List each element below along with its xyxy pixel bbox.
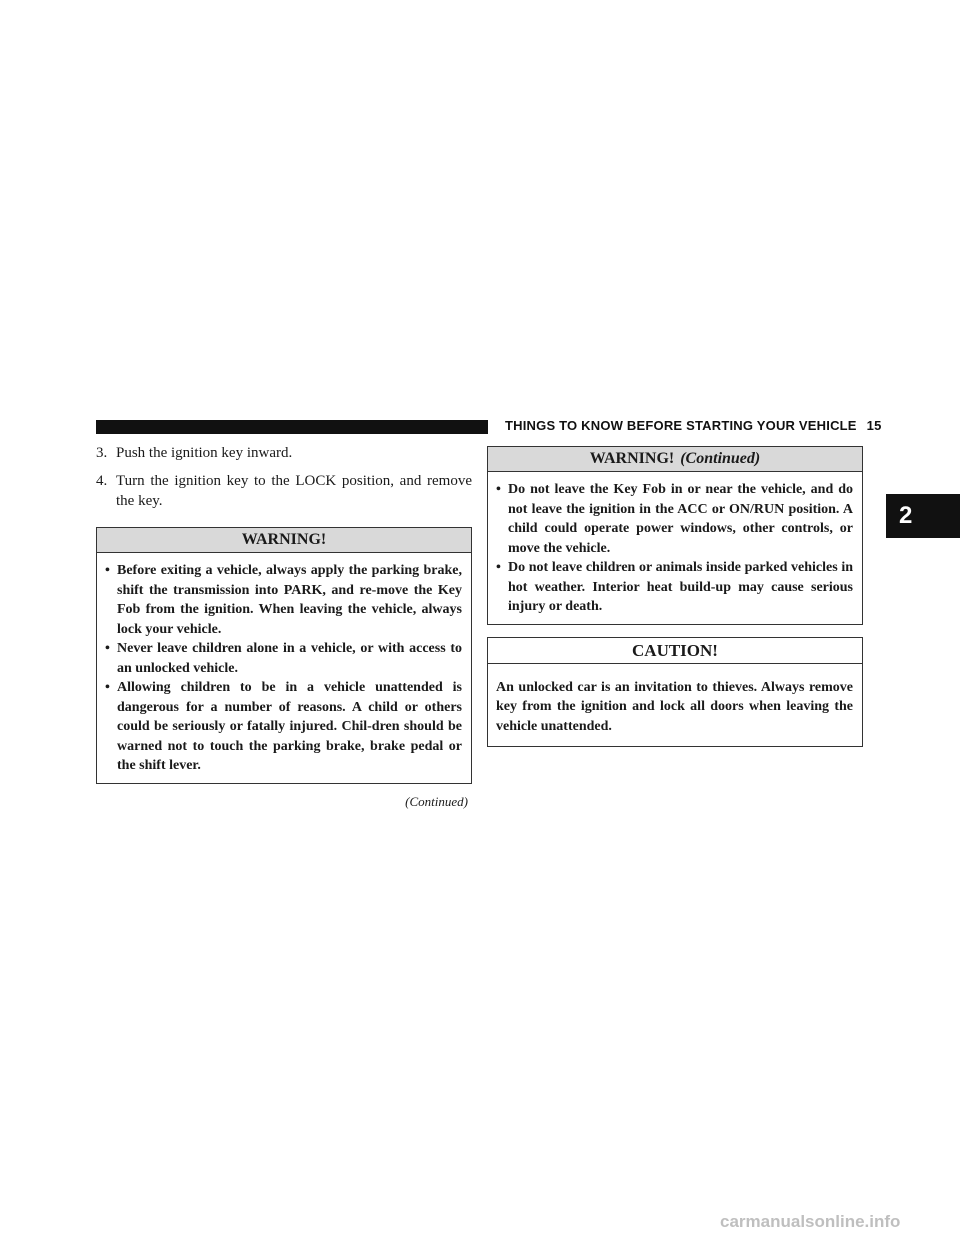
- warning-item: • Allowing children to be in a vehicle unattended is dangerous for a number of reasons. A child or others could be seriously or fatally injured. Chil-dren should be warned not to touch the parking brake, brake pedal or the shift lever.: [105, 680, 462, 773]
- step-number: 3.: [96, 445, 108, 461]
- left-column: [96, 443, 472, 810]
- running-header: [505, 418, 882, 433]
- chapter-number: 2: [899, 502, 913, 529]
- step-3: [96, 443, 472, 463]
- step-4: [96, 471, 472, 511]
- right-column: [487, 446, 863, 747]
- caution-text: An unlocked car is an invitation to thieves. Always remove key from the ignition and lock all doors when leaving the vehicle unattended.: [496, 679, 853, 734]
- warning-item: • Do not leave children or animals inside parked vehicles in hot weather. Interior heat build-up may cause serious injury or death.: [496, 560, 853, 614]
- header-rule: [96, 420, 488, 434]
- bullet-glyph: •: [105, 563, 110, 578]
- warning-continued-body: [488, 472, 862, 624]
- continued-label: (Continued): [405, 793, 468, 809]
- warning-item: • Never leave children alone in a vehicle, or with access to an unlocked vehicle.: [105, 641, 462, 676]
- bullet-glyph: •: [105, 680, 110, 695]
- caution-title: CAUTION!: [488, 638, 862, 664]
- warning-title: WARNING!: [97, 528, 471, 553]
- step-number: 4.: [96, 473, 108, 489]
- step-text: Turn the ignition key to the LOCK position, and remove the key.: [116, 473, 472, 509]
- bullet-glyph: •: [496, 560, 501, 575]
- warning-body: [97, 553, 471, 783]
- caution-box: [487, 637, 863, 748]
- bullet-glyph: •: [496, 482, 501, 497]
- warning-continued-title: WARNING! (Continued): [488, 447, 862, 472]
- warning-box: [96, 527, 472, 784]
- warning-continued-box: [487, 446, 863, 625]
- step-text: Push the ignition key inward.: [116, 445, 293, 461]
- chapter-tab: [886, 494, 960, 538]
- warning-item: • Before exiting a vehicle, always apply the parking brake, shift the transmission into PARK, and re-move the Key Fob from the ignition. When leaving the vehicle, always lock your vehicle.: [105, 563, 462, 637]
- bullet-glyph: •: [105, 641, 110, 656]
- page-number: 15: [866, 418, 882, 433]
- caution-body: [488, 664, 862, 747]
- watermark: carmanualsonline.info: [720, 1212, 901, 1231]
- section-title: THINGS TO KNOW BEFORE STARTING YOUR VEHICLE: [505, 418, 857, 433]
- warning-item: • Do not leave the Key Fob in or near the vehicle, and do not leave the ignition in the ACC or ON/RUN position. A child could operate power windows, other controls, or move the vehicle.: [496, 482, 853, 556]
